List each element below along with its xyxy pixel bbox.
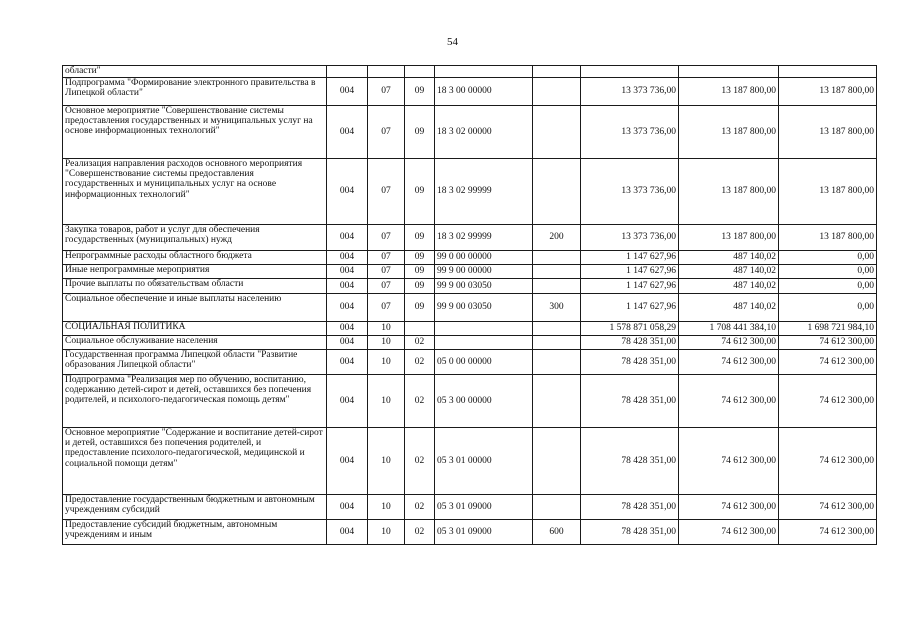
target-article-code: 05 0 00 00000 <box>435 350 533 375</box>
row-label: Реализация направления расходов основного мероприятия "Совершенствование системы предоставления государственных и муниципальных услуг на основе информационных технологий" <box>63 159 327 225</box>
expense-type-code <box>533 322 581 336</box>
row-label: Государственная программа Липецкой области "Развитие образования Липецкой области" <box>63 350 327 375</box>
table-row <box>63 350 877 375</box>
row-label: Прочие выплаты по обязательствам области <box>63 279 327 294</box>
table-row <box>63 520 877 545</box>
amount-2018: 1 147 627,96 <box>581 279 679 294</box>
row-label: Закупка товаров, работ и услуг для обеспечения государственных (муниципальных) нужд <box>63 225 327 251</box>
subsection-code: 09 <box>405 279 435 294</box>
expense-type-code <box>533 279 581 294</box>
amount-2019: 487 140,02 <box>679 294 779 322</box>
row-label: СОЦИАЛЬНАЯ ПОЛИТИКА <box>63 322 327 336</box>
subsection-code: 02 <box>405 336 435 350</box>
target-article-code: 05 3 01 09000 <box>435 520 533 545</box>
expense-type-code <box>533 66 581 78</box>
subsection-code: 09 <box>405 294 435 322</box>
section-code: 07 <box>368 159 405 225</box>
amount-2020: 0,00 <box>779 251 877 265</box>
subsection-code: 02 <box>405 350 435 375</box>
table-row <box>63 265 877 279</box>
table-row <box>63 159 877 225</box>
ministry-code: 004 <box>327 106 368 159</box>
amount-2019: 74 612 300,00 <box>679 350 779 375</box>
section-code: 10 <box>368 428 405 495</box>
ministry-code: 004 <box>327 520 368 545</box>
target-article-code: 18 3 02 99999 <box>435 159 533 225</box>
amount-2020 <box>779 66 877 78</box>
section-code: 10 <box>368 336 405 350</box>
amount-2020: 1 698 721 984,10 <box>779 322 877 336</box>
subsection-code: 02 <box>405 428 435 495</box>
subsection-code: 09 <box>405 78 435 106</box>
amount-2019: 487 140,02 <box>679 251 779 265</box>
section-code: 10 <box>368 495 405 520</box>
subsection-code: 09 <box>405 265 435 279</box>
section-code: 10 <box>368 375 405 428</box>
target-article-code <box>435 66 533 78</box>
ministry-code: 004 <box>327 251 368 265</box>
amount-2018: 78 428 351,00 <box>581 428 679 495</box>
section-code: 07 <box>368 78 405 106</box>
target-article-code: 05 3 01 09000 <box>435 495 533 520</box>
ministry-code: 004 <box>327 495 368 520</box>
amount-2020: 13 187 800,00 <box>779 159 877 225</box>
amount-2020: 0,00 <box>779 279 877 294</box>
table-row <box>63 279 877 294</box>
row-label: Социальное обеспечение и иные выплаты населению <box>63 294 327 322</box>
ministry-code: 004 <box>327 294 368 322</box>
ministry-code: 004 <box>327 375 368 428</box>
target-article-code: 18 3 00 00000 <box>435 78 533 106</box>
ministry-code: 004 <box>327 265 368 279</box>
expense-type-code <box>533 495 581 520</box>
row-label: Иные непрограммные мероприятия <box>63 265 327 279</box>
amount-2020: 74 612 300,00 <box>779 350 877 375</box>
amount-2020: 13 187 800,00 <box>779 106 877 159</box>
table-row <box>63 375 877 428</box>
amount-2020: 74 612 300,00 <box>779 495 877 520</box>
ministry-code: 004 <box>327 225 368 251</box>
amount-2019: 13 187 800,00 <box>679 78 779 106</box>
target-article-code: 99 9 00 00000 <box>435 265 533 279</box>
section-code: 10 <box>368 350 405 375</box>
table-row <box>63 251 877 265</box>
row-label: Предоставление государственным бюджетным и автономным учреждениям субсидий <box>63 495 327 520</box>
amount-2018: 78 428 351,00 <box>581 350 679 375</box>
target-article-code <box>435 322 533 336</box>
expense-type-code <box>533 106 581 159</box>
target-article-code: 05 3 01 00000 <box>435 428 533 495</box>
amount-2018: 13 373 736,00 <box>581 106 679 159</box>
amount-2018: 13 373 736,00 <box>581 159 679 225</box>
ministry-code: 004 <box>327 428 368 495</box>
target-article-code: 99 9 00 03050 <box>435 279 533 294</box>
target-article-code <box>435 336 533 350</box>
expense-type-code <box>533 251 581 265</box>
amount-2020: 74 612 300,00 <box>779 520 877 545</box>
section-code: 07 <box>368 106 405 159</box>
table-row <box>63 336 877 350</box>
subsection-code <box>405 322 435 336</box>
amount-2018: 1 147 627,96 <box>581 251 679 265</box>
amount-2018: 1 147 627,96 <box>581 265 679 279</box>
table-row <box>63 495 877 520</box>
amount-2020: 74 612 300,00 <box>779 375 877 428</box>
section-code: 07 <box>368 225 405 251</box>
amount-2018: 78 428 351,00 <box>581 375 679 428</box>
expense-type-code <box>533 428 581 495</box>
amount-2019: 74 612 300,00 <box>679 336 779 350</box>
row-label: Основное мероприятие "Содержание и воспитание детей-сирот и детей, оставшихся без попечения родителей, и предоставление психолого-педагогической, медицинской и социальной помощи детям" <box>63 428 327 495</box>
row-label: области" <box>63 66 327 78</box>
expense-type-code <box>533 78 581 106</box>
row-label: Непрограммные расходы областного бюджета <box>63 251 327 265</box>
section-code: 10 <box>368 322 405 336</box>
expense-type-code: 200 <box>533 225 581 251</box>
target-article-code: 18 3 02 99999 <box>435 225 533 251</box>
expense-type-code <box>533 336 581 350</box>
expense-type-code <box>533 265 581 279</box>
amount-2018: 13 373 736,00 <box>581 78 679 106</box>
amount-2019: 13 187 800,00 <box>679 106 779 159</box>
budget-table <box>62 65 877 545</box>
subsection-code: 09 <box>405 106 435 159</box>
amount-2019: 74 612 300,00 <box>679 520 779 545</box>
ministry-code: 004 <box>327 279 368 294</box>
amount-2018 <box>581 66 679 78</box>
amount-2019: 1 708 441 384,10 <box>679 322 779 336</box>
table-row <box>63 322 877 336</box>
amount-2020: 0,00 <box>779 294 877 322</box>
target-article-code: 05 3 00 00000 <box>435 375 533 428</box>
amount-2019 <box>679 66 779 78</box>
section-code: 07 <box>368 294 405 322</box>
row-label: Социальное обслуживание населения <box>63 336 327 350</box>
subsection-code: 09 <box>405 225 435 251</box>
ministry-code: 004 <box>327 336 368 350</box>
amount-2019: 74 612 300,00 <box>679 428 779 495</box>
row-label: Основное мероприятие "Совершенствование системы предоставления государственных и муниципальных услуг на основе информационных технологий" <box>63 106 327 159</box>
expense-type-code <box>533 375 581 428</box>
amount-2019: 13 187 800,00 <box>679 225 779 251</box>
target-article-code: 99 0 00 00000 <box>435 251 533 265</box>
expense-type-code: 300 <box>533 294 581 322</box>
ministry-code: 004 <box>327 350 368 375</box>
section-code: 07 <box>368 251 405 265</box>
row-label: Подпрограмма "Реализация мер по обучению, воспитанию, содержанию детей-сирот и детей, оставшихся без попечения родителей, и психолого-педагогическая помощь детям" <box>63 375 327 428</box>
row-label: Подпрограмма "Формирование электронного правительства в Липецкой области" <box>63 78 327 106</box>
expense-type-code: 600 <box>533 520 581 545</box>
target-article-code: 18 3 02 00000 <box>435 106 533 159</box>
amount-2020: 0,00 <box>779 265 877 279</box>
table-row <box>63 78 877 106</box>
ministry-code: 004 <box>327 78 368 106</box>
amount-2018: 78 428 351,00 <box>581 520 679 545</box>
section-code: 10 <box>368 520 405 545</box>
expense-type-code <box>533 159 581 225</box>
amount-2018: 13 373 736,00 <box>581 225 679 251</box>
table-row <box>63 106 877 159</box>
section-code <box>368 66 405 78</box>
table-row <box>63 66 877 78</box>
amount-2019: 487 140,02 <box>679 265 779 279</box>
amount-2020: 13 187 800,00 <box>779 78 877 106</box>
page-number: 54 <box>447 36 458 48</box>
subsection-code: 02 <box>405 520 435 545</box>
amount-2018: 78 428 351,00 <box>581 495 679 520</box>
amount-2019: 13 187 800,00 <box>679 159 779 225</box>
target-article-code: 99 9 00 03050 <box>435 294 533 322</box>
ministry-code <box>327 66 368 78</box>
row-label: Предоставление субсидий бюджетным, автономным учреждениям и иным <box>63 520 327 545</box>
subsection-code: 09 <box>405 159 435 225</box>
subsection-code: 09 <box>405 251 435 265</box>
expense-type-code <box>533 350 581 375</box>
ministry-code: 004 <box>327 159 368 225</box>
amount-2018: 1 147 627,96 <box>581 294 679 322</box>
table-row <box>63 428 877 495</box>
amount-2018: 78 428 351,00 <box>581 336 679 350</box>
amount-2018: 1 578 871 058,29 <box>581 322 679 336</box>
amount-2019: 74 612 300,00 <box>679 375 779 428</box>
table-row <box>63 294 877 322</box>
amount-2019: 487 140,02 <box>679 279 779 294</box>
subsection-code: 02 <box>405 495 435 520</box>
amount-2020: 74 612 300,00 <box>779 428 877 495</box>
subsection-code <box>405 66 435 78</box>
section-code: 07 <box>368 279 405 294</box>
ministry-code: 004 <box>327 322 368 336</box>
table-row <box>63 225 877 251</box>
table-body <box>63 66 877 545</box>
amount-2019: 74 612 300,00 <box>679 495 779 520</box>
amount-2020: 13 187 800,00 <box>779 225 877 251</box>
subsection-code: 02 <box>405 375 435 428</box>
section-code: 07 <box>368 265 405 279</box>
amount-2020: 74 612 300,00 <box>779 336 877 350</box>
